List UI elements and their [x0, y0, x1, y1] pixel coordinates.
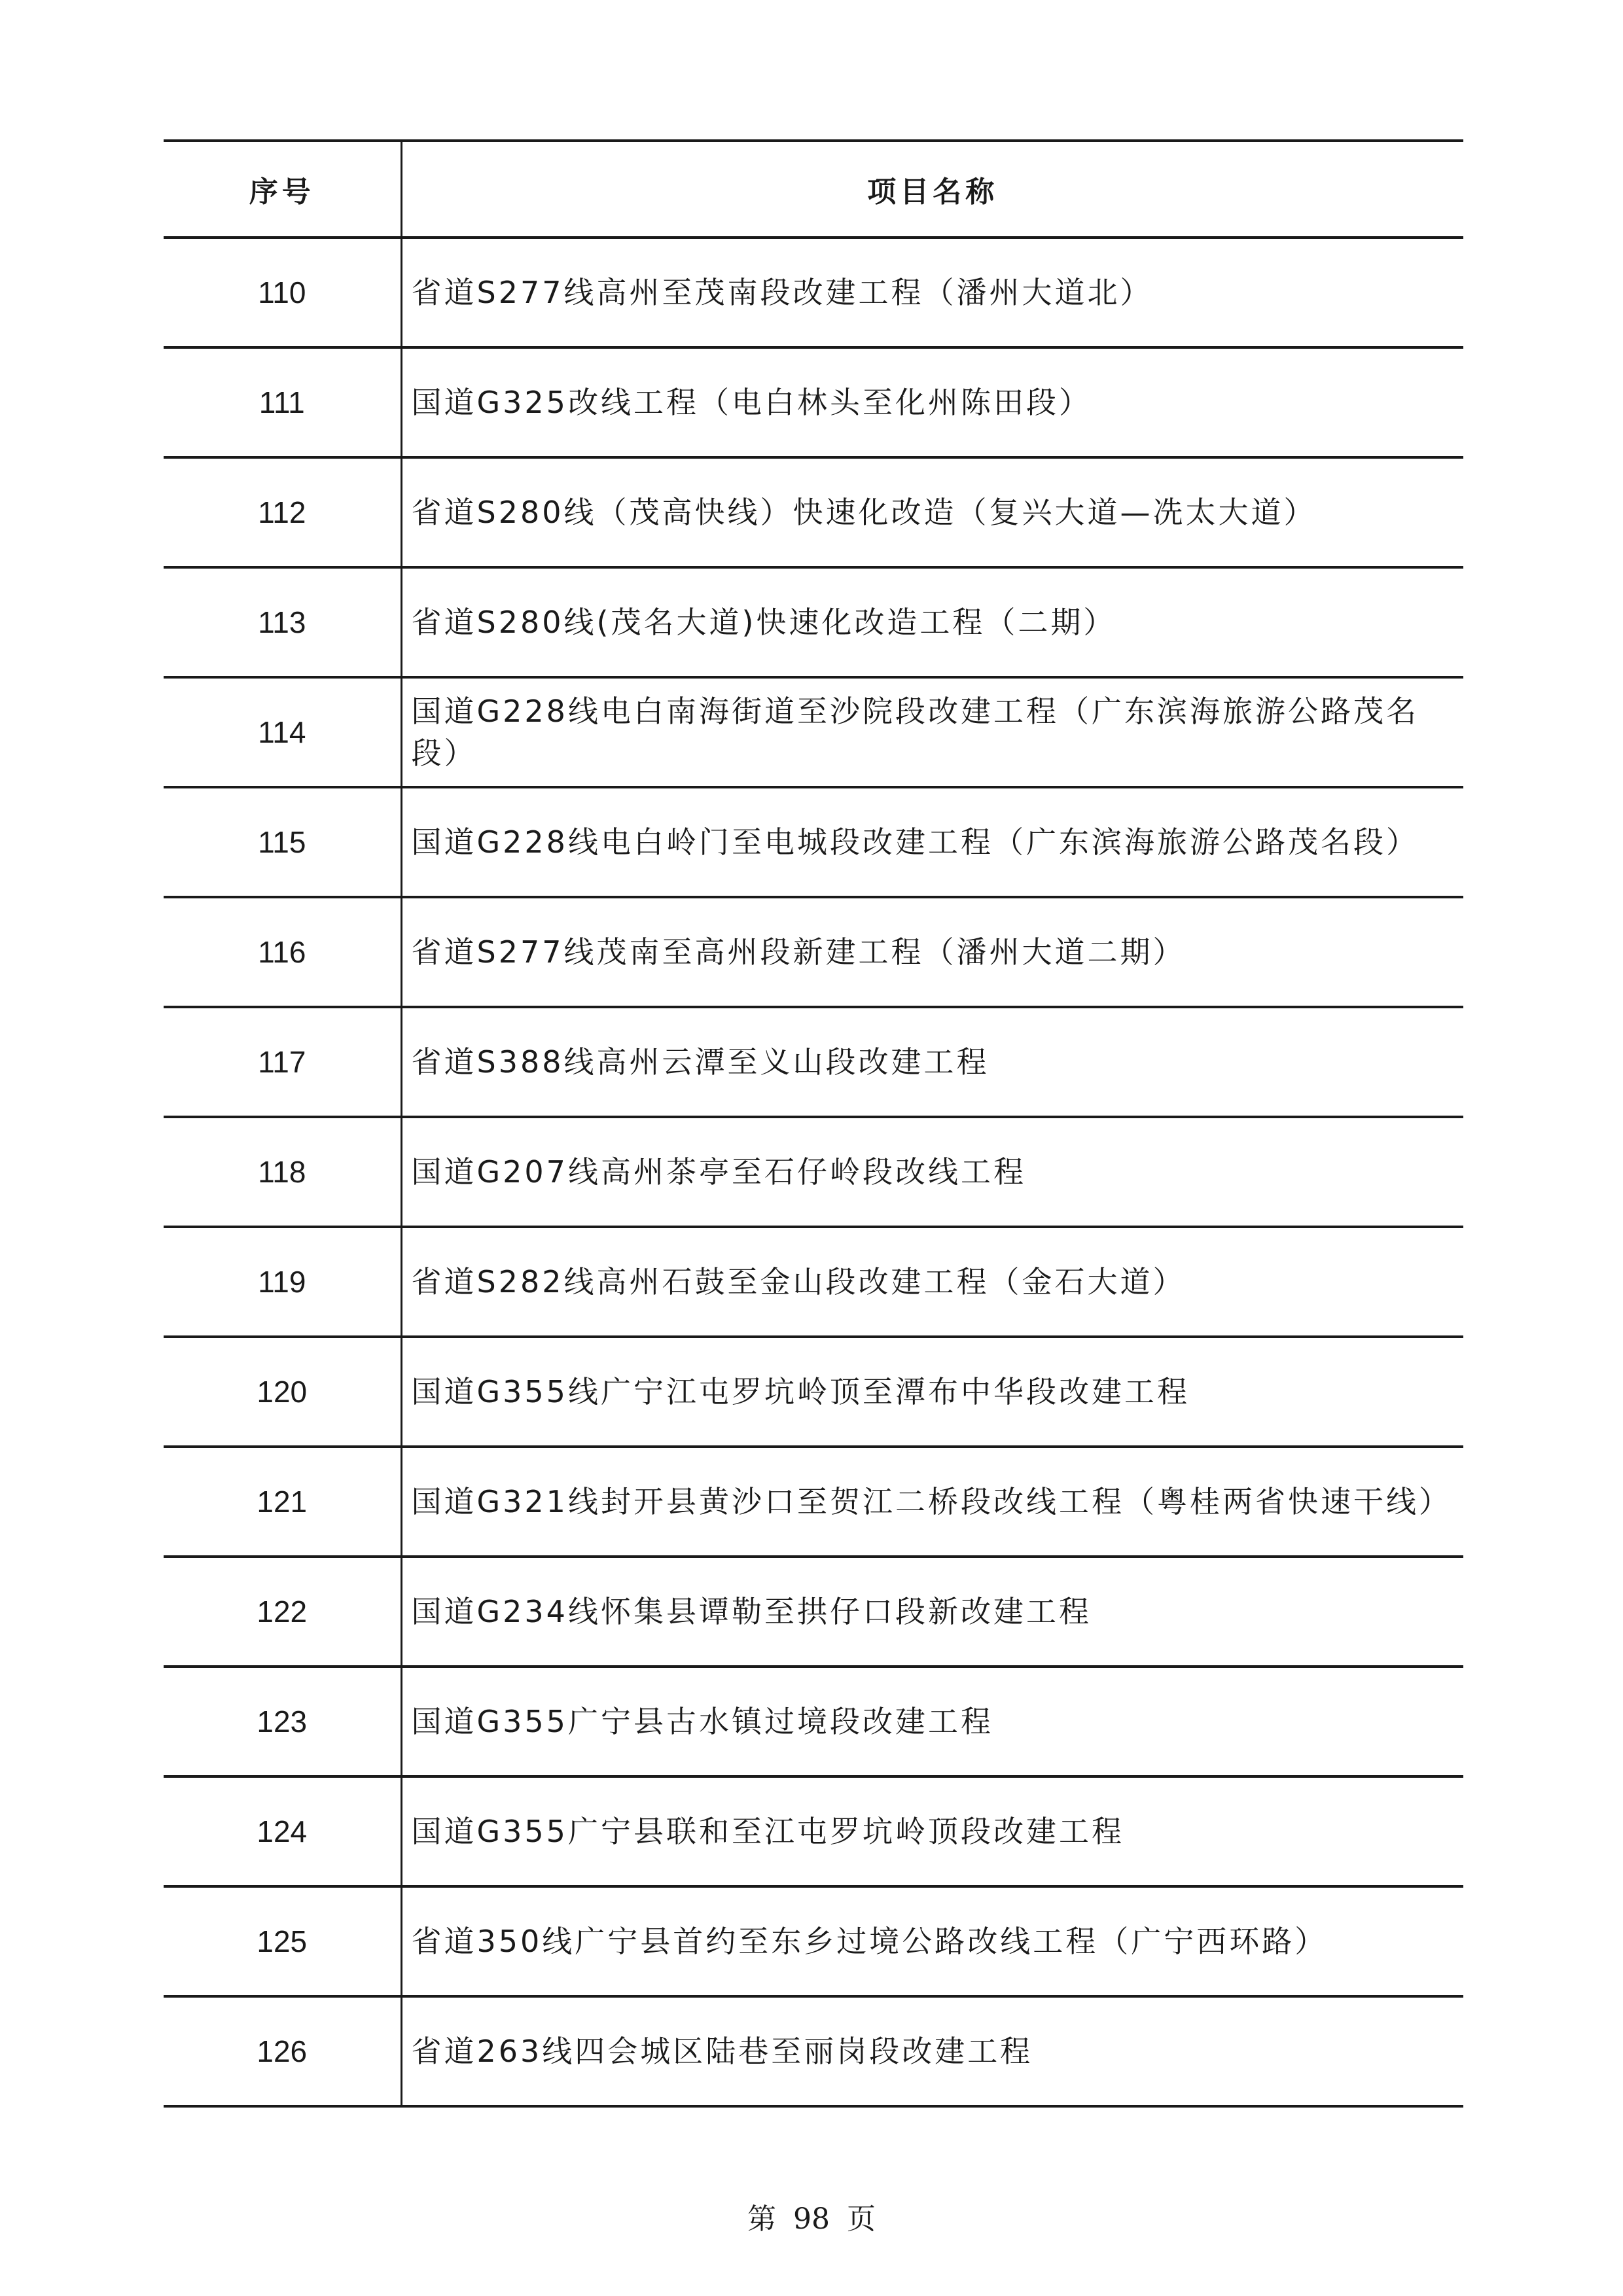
row-project-name: 国道G355广宁县联和至江屯罗坑岭顶段改建工程 [401, 1776, 1463, 1886]
table-header-row [164, 141, 1463, 238]
row-project-name: 国道G234线怀集县谭勒至拱仔口段新改建工程 [401, 1557, 1463, 1667]
row-project-name: 省道350线广宁县首约至东乡过境公路改线工程（广宁西环路） [401, 1886, 1463, 1996]
row-number: 121 [164, 1447, 401, 1557]
table-row [164, 1227, 1463, 1337]
table-row [164, 1007, 1463, 1117]
row-number: 125 [164, 1886, 401, 1996]
row-number: 113 [164, 567, 401, 677]
row-project-name: 省道S280线(茂名大道)快速化改造工程（二期） [401, 567, 1463, 677]
table-row [164, 1447, 1463, 1557]
table-row [164, 1886, 1463, 1996]
table-body [164, 238, 1463, 2106]
table-row [164, 1337, 1463, 1447]
table-row [164, 677, 1463, 787]
table-row [164, 1557, 1463, 1667]
row-project-name: 国道G321线封开县黄沙口至贺江二桥段改线工程（粤桂两省快速干线） [401, 1447, 1463, 1557]
row-number: 124 [164, 1776, 401, 1886]
row-project-name: 省道S277线高州至茂南段改建工程（潘州大道北） [401, 238, 1463, 347]
row-number: 117 [164, 1007, 401, 1117]
page-number: 第 98 页 [747, 2202, 876, 2236]
row-number: 126 [164, 1996, 401, 2106]
header-number: 序号 [164, 141, 401, 238]
row-number: 119 [164, 1227, 401, 1337]
row-project-name: 省道S388线高州云潭至义山段改建工程 [401, 1007, 1463, 1117]
row-project-name: 国道G228线电白岭门至电城段改建工程（广东滨海旅游公路茂名段） [401, 787, 1463, 897]
row-project-name: 国道G325改线工程（电白林头至化州陈田段） [401, 347, 1463, 457]
row-number: 118 [164, 1117, 401, 1227]
row-project-name: 国道G228线电白南海街道至沙院段改建工程（广东滨海旅游公路茂名段） [401, 677, 1463, 787]
project-table [164, 139, 1463, 2108]
table-row [164, 1996, 1463, 2106]
row-number: 123 [164, 1667, 401, 1776]
row-project-name: 省道263线四会城区陆巷至丽岗段改建工程 [401, 1996, 1463, 2106]
table-row [164, 1117, 1463, 1227]
row-number: 115 [164, 787, 401, 897]
row-number: 122 [164, 1557, 401, 1667]
row-number: 120 [164, 1337, 401, 1447]
row-project-name: 省道S282线高州石鼓至金山段改建工程（金石大道） [401, 1227, 1463, 1337]
table-row [164, 787, 1463, 897]
row-number: 112 [164, 457, 401, 567]
table-row [164, 238, 1463, 347]
table-row [164, 567, 1463, 677]
table-row [164, 1776, 1463, 1886]
row-project-name: 国道G355广宁县古水镇过境段改建工程 [401, 1667, 1463, 1776]
row-number: 114 [164, 677, 401, 787]
row-number: 111 [164, 347, 401, 457]
row-project-name: 国道G355线广宁江屯罗坑岭顶至潭布中华段改建工程 [401, 1337, 1463, 1447]
table-row [164, 897, 1463, 1007]
table-row [164, 1667, 1463, 1776]
row-number: 116 [164, 897, 401, 1007]
header-name: 项目名称 [401, 141, 1463, 238]
table-row [164, 347, 1463, 457]
table-row [164, 457, 1463, 567]
row-project-name: 省道S277线茂南至高州段新建工程（潘州大道二期） [401, 897, 1463, 1007]
row-project-name: 国道G207线高州茶亭至石仔岭段改线工程 [401, 1117, 1463, 1227]
row-project-name: 省道S280线（茂高快线）快速化改造（复兴大道—冼太大道） [401, 457, 1463, 567]
row-number: 110 [164, 238, 401, 347]
